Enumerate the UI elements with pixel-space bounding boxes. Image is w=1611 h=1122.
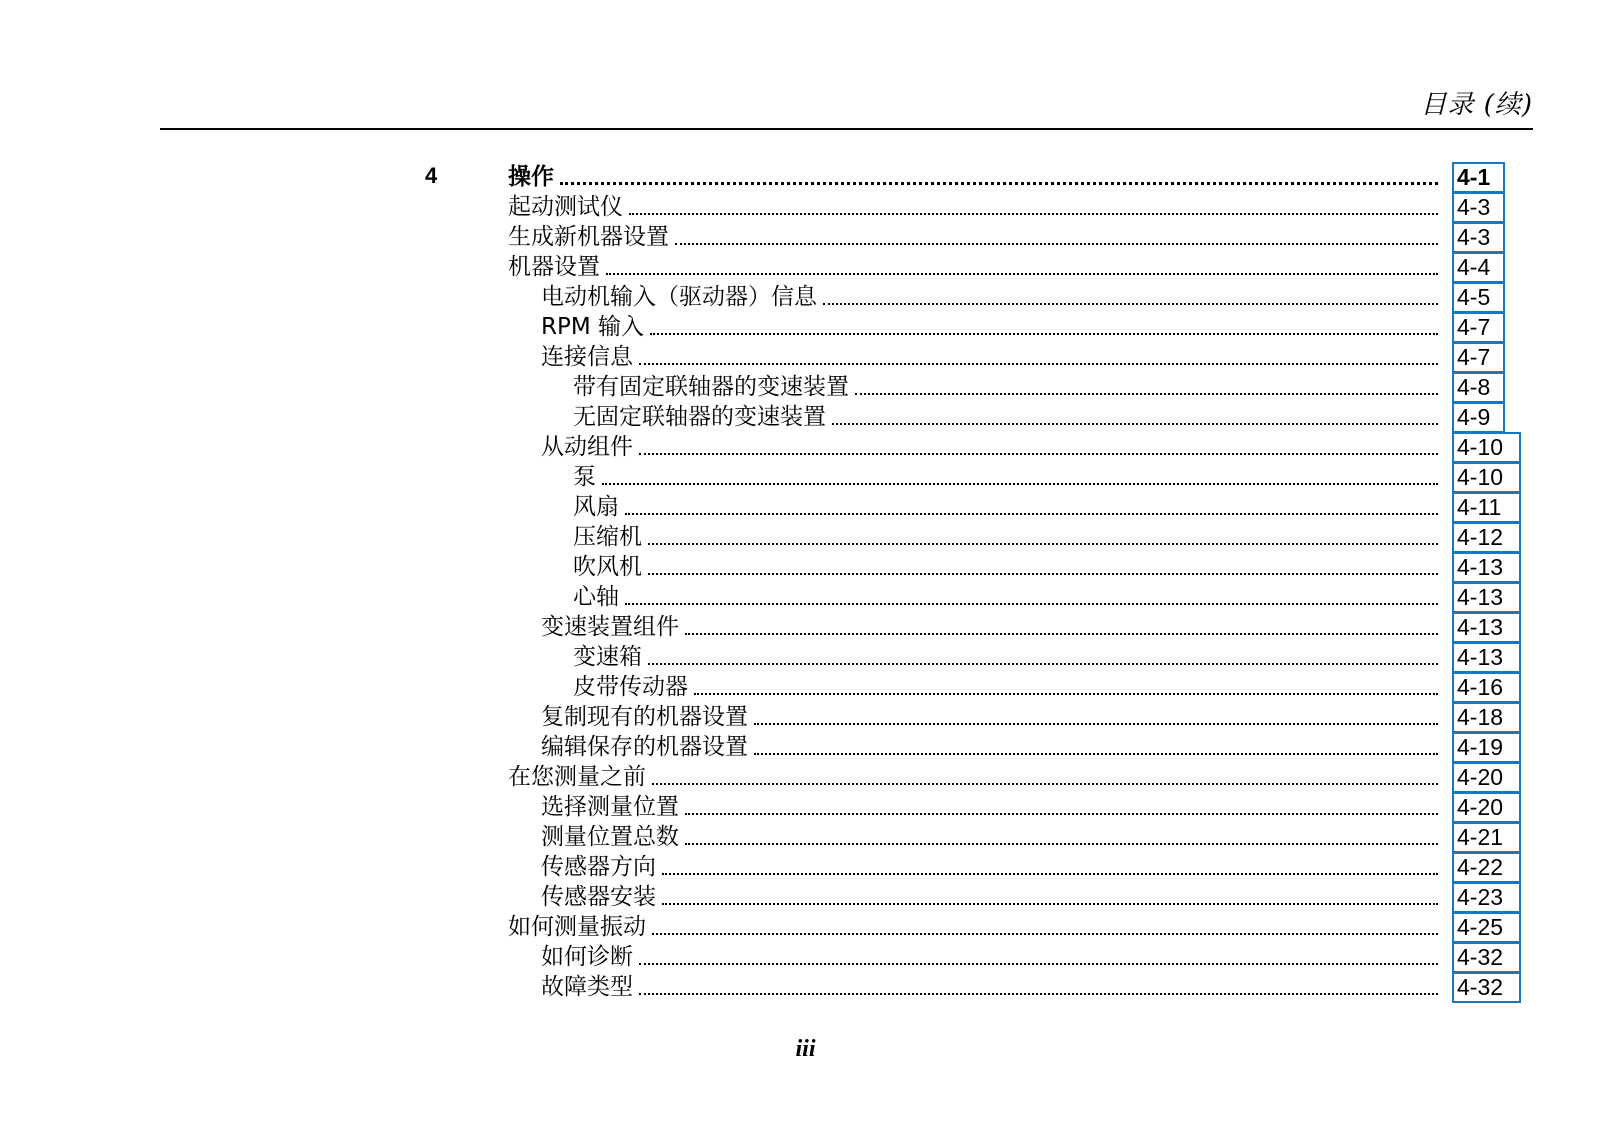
toc-entry[interactable] — [0, 672, 1611, 702]
toc-entry-title[interactable]: 操作 — [508, 164, 554, 190]
toc-entry[interactable] — [0, 702, 1611, 732]
dot-leader — [606, 252, 1438, 282]
toc-page-link[interactable]: 4-12 — [1452, 522, 1521, 553]
toc-page-link[interactable]: 4-13 — [1452, 552, 1521, 583]
toc-entry[interactable] — [0, 462, 1611, 492]
toc-entry-title[interactable]: 传感器安装 — [541, 884, 656, 910]
toc-entry[interactable] — [0, 642, 1611, 672]
toc-entry[interactable] — [0, 552, 1611, 582]
toc-entry[interactable] — [0, 282, 1611, 312]
dot-leader — [662, 852, 1438, 882]
dot-leader — [648, 642, 1438, 672]
toc-entry[interactable] — [0, 582, 1611, 612]
toc-page-link[interactable]: 4-5 — [1452, 282, 1505, 313]
dot-leader — [754, 702, 1438, 732]
toc-page-link[interactable]: 4-9 — [1452, 402, 1505, 433]
toc-entry[interactable] — [0, 762, 1611, 792]
toc-entry-title[interactable]: 心轴 — [573, 584, 619, 610]
toc-entry-title[interactable]: 泵 — [573, 464, 596, 490]
dot-leader — [648, 552, 1438, 582]
toc-page-link[interactable]: 4-7 — [1452, 312, 1505, 343]
dot-leader — [652, 912, 1438, 942]
toc-page-link[interactable]: 4-3 — [1452, 192, 1505, 223]
toc-entry-title[interactable]: 起动测试仪 — [508, 194, 623, 220]
toc-page-link[interactable]: 4-20 — [1452, 792, 1521, 823]
dot-leader — [662, 882, 1438, 912]
toc-page-link[interactable]: 4-1 — [1452, 162, 1505, 193]
dot-leader — [625, 582, 1438, 612]
toc-page-link[interactable]: 4-32 — [1452, 942, 1521, 973]
toc-entry-title[interactable]: 在您测量之前 — [508, 764, 646, 790]
toc-entry[interactable] — [0, 612, 1611, 642]
toc-entry[interactable] — [0, 912, 1611, 942]
toc-entry[interactable] — [0, 342, 1611, 372]
toc-page-link[interactable]: 4-18 — [1452, 702, 1521, 733]
toc-entry-title[interactable]: 皮带传动器 — [573, 674, 688, 700]
dot-leader — [560, 162, 1438, 192]
toc-entry[interactable] — [0, 942, 1611, 972]
toc-entry-title[interactable]: 从动组件 — [541, 434, 633, 460]
header-rule — [160, 128, 1533, 130]
dot-leader — [675, 222, 1438, 252]
toc-page-link[interactable]: 4-8 — [1452, 372, 1505, 403]
dot-leader — [629, 192, 1438, 222]
toc-entry[interactable] — [0, 492, 1611, 522]
toc-page-link[interactable]: 4-10 — [1452, 462, 1521, 493]
dot-leader — [639, 942, 1438, 972]
toc-page-link[interactable]: 4-7 — [1452, 342, 1505, 373]
toc-entry[interactable] — [0, 402, 1611, 432]
toc-entry[interactable] — [0, 732, 1611, 762]
toc-page-link[interactable]: 4-4 — [1452, 252, 1505, 283]
toc-entry-title[interactable]: 电动机输入（驱动器）信息 — [541, 284, 817, 310]
toc-page-link[interactable]: 4-25 — [1452, 912, 1521, 943]
toc-page-link[interactable]: 4-23 — [1452, 882, 1521, 913]
toc-entry-title[interactable]: 风扇 — [573, 494, 619, 520]
toc-entry[interactable] — [0, 972, 1611, 1002]
toc-entry-title[interactable]: 无固定联轴器的变速装置 — [573, 404, 826, 430]
toc-entry[interactable] — [0, 522, 1611, 552]
toc-entry-title[interactable]: RPM 输入 — [541, 314, 645, 340]
dot-leader — [855, 372, 1438, 402]
dot-leader — [823, 282, 1438, 312]
dot-leader — [602, 462, 1438, 492]
chapter-number: 4 — [425, 163, 438, 188]
toc-entry-title[interactable]: 变速箱 — [573, 644, 642, 670]
toc-entry-title[interactable]: 机器设置 — [508, 254, 600, 280]
dot-leader — [685, 792, 1438, 822]
toc-entry-title[interactable]: 如何诊断 — [541, 944, 633, 970]
toc-entry-title[interactable]: 生成新机器设置 — [508, 224, 669, 250]
toc-entry-title[interactable]: 吹风机 — [573, 554, 642, 580]
dot-leader — [648, 522, 1438, 552]
toc-entry-title[interactable]: 复制现有的机器设置 — [541, 704, 748, 730]
toc-entry[interactable] — [0, 222, 1611, 252]
toc-entry-title[interactable]: 变速装置组件 — [541, 614, 679, 640]
running-header-title: 目录 (续) — [1420, 90, 1533, 120]
dot-leader — [650, 312, 1438, 342]
dot-leader — [694, 672, 1438, 702]
toc-entry-title[interactable]: 故障类型 — [541, 974, 633, 1000]
toc-entry[interactable] — [0, 432, 1611, 462]
toc-entry-title[interactable]: 带有固定联轴器的变速装置 — [573, 374, 849, 400]
toc-page-link[interactable]: 4-10 — [1452, 432, 1521, 463]
toc-page-link[interactable]: 4-22 — [1452, 852, 1521, 883]
toc-entry[interactable] — [0, 852, 1611, 882]
toc-entry-title[interactable]: 选择测量位置 — [541, 794, 679, 820]
toc-page-link[interactable]: 4-19 — [1452, 732, 1521, 763]
toc-entry[interactable] — [0, 192, 1611, 222]
dot-leader — [754, 732, 1438, 762]
toc-entry[interactable] — [0, 882, 1611, 912]
toc-page-link[interactable]: 4-20 — [1452, 762, 1521, 793]
toc-page-link[interactable]: 4-13 — [1452, 582, 1521, 613]
toc-entry-title[interactable]: 测量位置总数 — [541, 824, 679, 850]
toc-page-link[interactable]: 4-13 — [1452, 642, 1521, 673]
toc-page-link[interactable]: 4-21 — [1452, 822, 1521, 853]
dot-leader — [625, 492, 1438, 522]
toc-entry[interactable] — [0, 252, 1611, 282]
toc-page-link[interactable]: 4-16 — [1452, 672, 1521, 703]
dot-leader — [832, 402, 1438, 432]
toc-page-link[interactable]: 4-11 — [1452, 492, 1521, 523]
dot-leader — [685, 822, 1438, 852]
dot-leader — [639, 342, 1438, 372]
toc-page-link[interactable]: 4-3 — [1452, 222, 1505, 253]
dot-leader — [639, 972, 1438, 1002]
toc-entry-title[interactable]: 传感器方向 — [541, 854, 656, 880]
toc-entry-title[interactable]: 如何测量振动 — [508, 914, 646, 940]
toc-entry-title[interactable]: 压缩机 — [573, 524, 642, 550]
toc-entry[interactable] — [0, 312, 1611, 342]
dot-leader — [639, 432, 1438, 462]
toc-page-link[interactable]: 4-32 — [1452, 972, 1521, 1003]
toc-entry[interactable] — [0, 372, 1611, 402]
dot-leader — [685, 612, 1438, 642]
dot-leader — [652, 762, 1438, 792]
toc-entry[interactable] — [0, 792, 1611, 822]
toc-entry-title[interactable]: 连接信息 — [541, 344, 633, 370]
toc-entry[interactable] — [0, 162, 1611, 192]
toc-page-link[interactable]: 4-13 — [1452, 612, 1521, 643]
toc-entry-title[interactable]: 编辑保存的机器设置 — [541, 734, 748, 760]
toc-entry[interactable] — [0, 822, 1611, 852]
page-number-footer: iii — [795, 1036, 816, 1062]
